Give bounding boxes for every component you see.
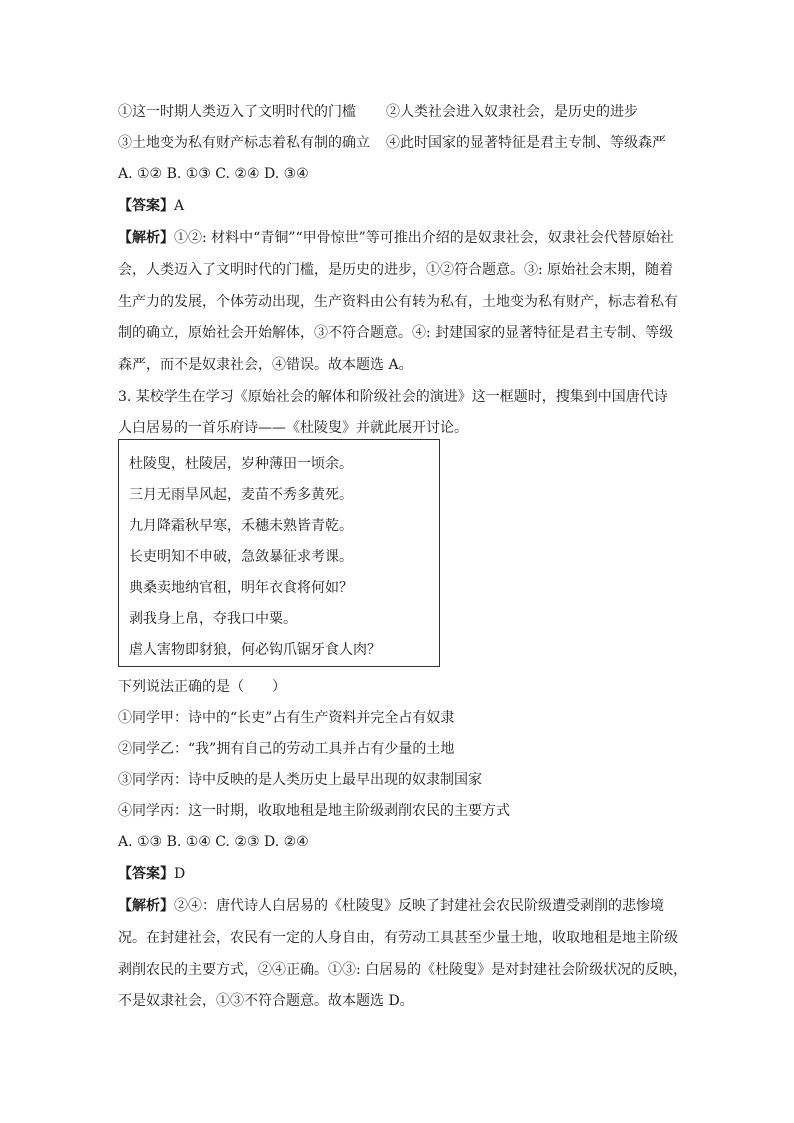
q2-option-2: ②人类社会进入奴隶社会，是历史的进步 <box>386 104 638 120</box>
q3-analysis-line-3: 剥削农民的主要方式，②④正确。①③: 白居易的《杜陵叟》是对封建社会阶级状况的反映， <box>118 962 688 978</box>
q2-analysis-label: 【解析】 <box>118 230 174 246</box>
poem-line-5: 典桑卖地纳官租，明年衣食将何如？ <box>129 580 353 596</box>
q3-analysis-text-1: ②④：唐代诗人白居易的《杜陵叟》反映了封建社会农民阶级遭受剥削的悲惨境 <box>174 898 664 914</box>
poem-line-7: 虐人害物即豺狼，何必钩爪锯牙食人肉？ <box>129 642 381 658</box>
poem-line-3: 九月降霜秋早寒，禾穗未熟皆青乾。 <box>129 518 353 534</box>
q2-option-row-2 <box>118 133 666 153</box>
q3-choices: A. ①③ B. ①④ C. ②③ D. ②④ <box>118 834 309 850</box>
q3-answer <box>118 864 185 884</box>
poem-line-1: 杜陵叟，杜陵居，岁种薄田一顷余。 <box>129 456 353 472</box>
q2-option-row-1 <box>118 102 638 122</box>
q3-option-3: ③同学丙：诗中反映的是人类历史上最早出现的奴隶制国家 <box>118 772 482 788</box>
poem-line-4: 长吏明知不申破，急敛暴征求考课。 <box>129 549 353 565</box>
q2-answer <box>118 196 184 216</box>
q3-question: 下列说法正确的是（ ） <box>118 679 286 695</box>
q2-option-4: ④此时国家的显著特征是君主专制、等级森严 <box>386 135 666 151</box>
q2-option-3: ③土地变为私有财产标志着私有制的确立 <box>118 135 370 151</box>
q2-analysis-line-3: 生产力的发展，个体劳动出现，生产资料由公有转为私有，土地变为私有财产，标志着私有 <box>118 294 678 310</box>
poem-line-2: 三月无雨旱风起，麦苗不秀多黄死。 <box>129 487 353 503</box>
q2-answer-label: 【答案】 <box>118 198 174 214</box>
q3-option-4: ④同学丙：这一时期，收取地租是地主阶级剥削农民的主要方式 <box>118 803 510 819</box>
q2-analysis-line-2: 会，人类迈入了文明时代的门槛，是历史的进步，①②符合题意。③: 原始社会末期，随着 <box>118 262 674 278</box>
poem-box <box>118 439 440 667</box>
q2-option-1: ①这一时期人类迈入了文明时代的门槛 <box>118 104 356 120</box>
q3-option-1: ①同学甲：诗中的“长吏”占有生产资料并完全占有奴隶 <box>118 710 455 726</box>
q3-analysis-label: 【解析】 <box>118 898 174 914</box>
q3-analysis-line-1 <box>118 896 664 916</box>
q3-analysis-line-4: 不是奴隶社会，①③不符合题意。故本题选 D。 <box>118 993 414 1009</box>
q2-answer-value: A <box>174 198 185 214</box>
q2-analysis-line-1 <box>118 228 674 248</box>
q2-choices: A. ①② B. ①③ C. ②④ D. ③④ <box>118 166 309 182</box>
q3-answer-value: D <box>174 866 186 882</box>
q2-analysis-text-1: ①②: 材料中“青铜”“甲骨惊世”等可推出介绍的是奴隶社会，奴隶社会代替原始社 <box>174 230 674 246</box>
q3-analysis-line-2: 况。在封建社会，农民有一定的人身自由，有劳动工具甚至少量土地，收取地租是地主阶级 <box>118 930 678 946</box>
poem-line-6: 剥我身上帛，夺我口中粟。 <box>129 611 297 627</box>
q2-analysis-line-5: 森严，而不是奴隶社会，④错误。故本题选 A。 <box>118 357 413 373</box>
q3-stem-line-1: 3. 某校学生在学习《原始社会的解体和阶级社会的演进》这一框题时，搜集到中国唐代诗 <box>118 389 668 405</box>
q2-analysis-line-4: 制的确立，原始社会开始解体，③不符合题意。④: 封建国家的显著特征是君主专制、等级 <box>118 325 674 341</box>
q3-stem-line-2: 人白居易的一首乐府诗——《杜陵叟》并就此展开讨论。 <box>118 420 468 436</box>
q3-answer-label: 【答案】 <box>118 866 174 882</box>
q3-option-2: ②同学乙：“我”拥有自己的劳动工具并占有少量的土地 <box>118 741 455 757</box>
